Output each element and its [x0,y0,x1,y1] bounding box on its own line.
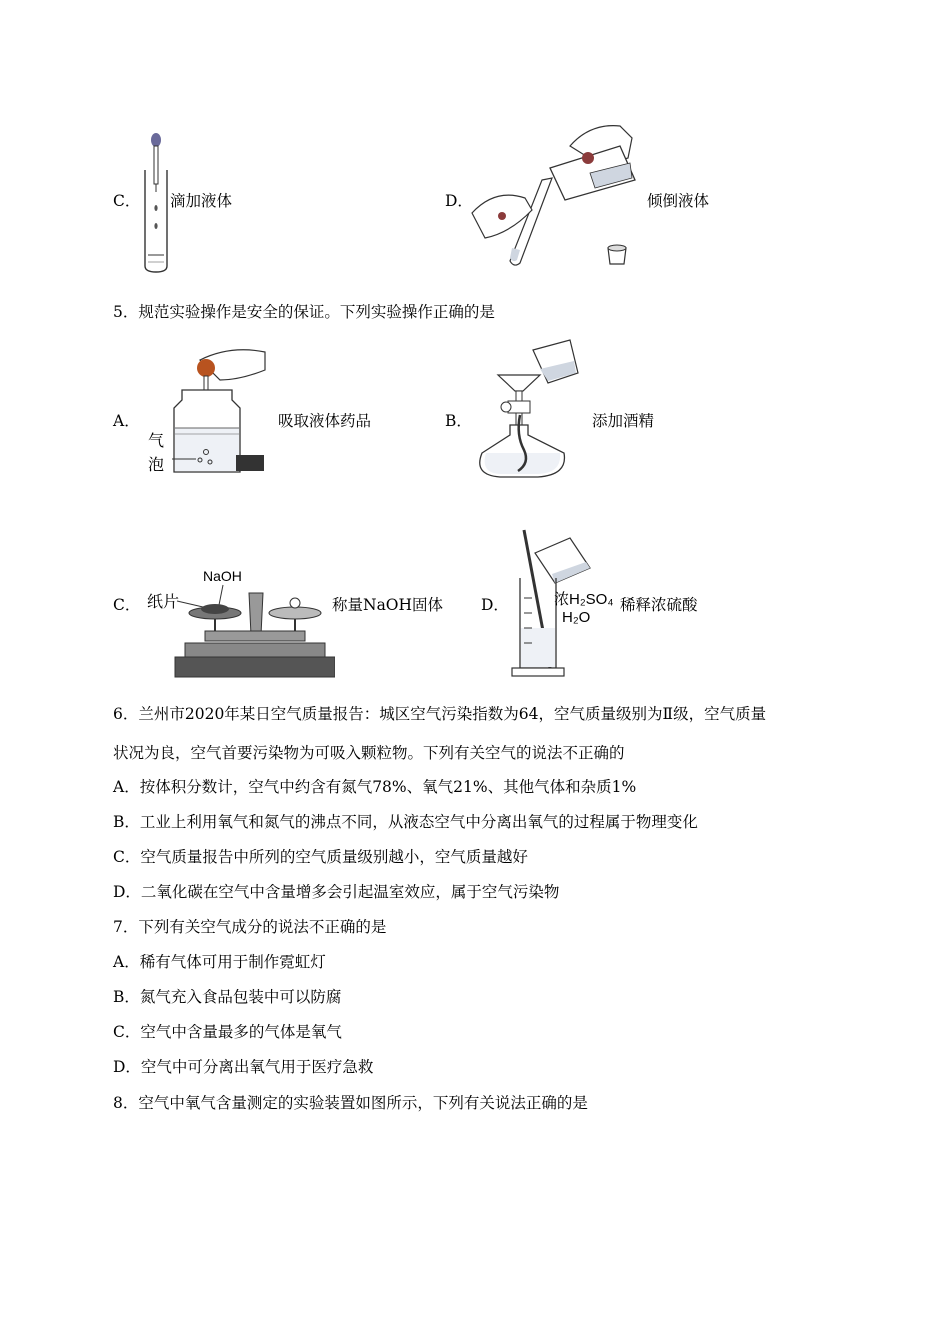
q5-a-pipette-figure [140,340,282,480]
q7-option-d: D．空气中可分离出氧气用于医疗急救 [113,1058,374,1076]
q7-stem: 7．下列有关空气成分的说法不正确的是 [113,918,387,936]
q5-option-a-caption: 吸取液体药品 [278,412,372,430]
q5-d-water-label: H₂O [562,609,591,626]
q4-option-c-letter: C． [113,192,141,210]
q5-c-paper-label: 纸片 [147,594,180,611]
q4-pouring-figure [470,118,640,273]
q4-option-c-caption: 滴加液体 [170,192,233,210]
q5-option-b-caption: 添加酒精 [592,412,655,430]
q7-option-b: B．氮气充入食品包装中可以防腐 [113,988,342,1006]
q4-option-d-letter: D． [445,192,473,210]
q5-b-alcohol-lamp-figure [478,335,588,481]
q6-stem-line2: 状况为良，空气首要污染物为可吸入颗粒物。下列有关空气的说法不正确的 [113,744,625,762]
q5-c-naoh-label: NaOH [203,568,242,584]
q5-option-c-letter: C． [113,596,141,614]
q6-option-b: B．工业上利用氧气和氮气的沸点不同，从液态空气中分离出氧气的过程属于物理变化 [113,813,698,831]
q5-option-a-letter: A． [113,412,140,430]
q7-option-c: C．空气中含量最多的气体是氧气 [113,1023,342,1041]
q5-stem: 5．规范实验操作是安全的保证。下列实验操作正确的是 [113,303,495,321]
q5-option-d-letter: D． [481,596,509,614]
q6-option-d: D．二氧化碳在空气中含量增多会引起温室效应，属于空气污染物 [113,883,560,901]
q6-option-c: C．空气质量报告中所列的空气质量级别越小，空气质量越好 [113,848,528,866]
q7-option-a: A．稀有气体可用于制作霓虹灯 [113,953,326,971]
q6-option-a: A．按体积分数计，空气中约含有氮气78%、氧气21%、其他气体和杂质1% [113,778,637,796]
q5-d-h2so4-label: 浓H₂SO₄ [554,591,614,608]
q5-option-d-caption: 稀释浓硫酸 [620,596,698,614]
q5-option-b-letter: B． [445,412,472,430]
q5-a-bubble-label-2: 泡 [148,457,165,474]
q8-stem: 8．空气中氧气含量测定的实验装置如图所示，下列有关说法正确的是 [113,1094,588,1112]
q5-a-bubble-label-1: 气 [148,433,165,450]
q6-stem-line1: 6．兰州市2020年某日空气质量报告：城区空气污染指数为64，空气质量级别为Ⅱ级，空气质量 [113,705,767,723]
q4-option-d-caption: 倾倒液体 [647,192,710,210]
q5-option-c-caption: 称量NaOH固体 [332,596,444,614]
q5-c-balance-figure [145,565,335,683]
q5-d-cylinder-figure [510,528,620,678]
